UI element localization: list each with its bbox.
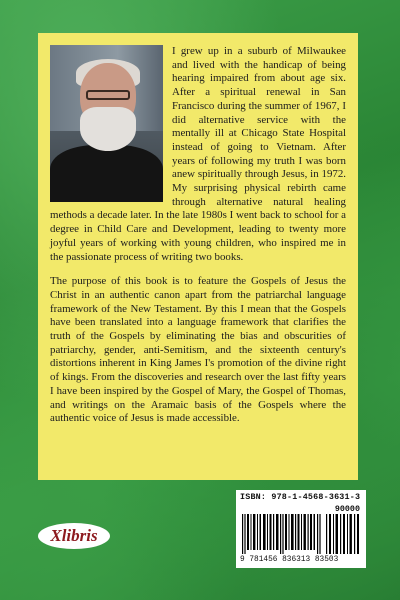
- barcode-bars-icon: [242, 514, 322, 554]
- price-code: 90000: [334, 504, 360, 514]
- barcode-number: 9 781456 836313 83503: [240, 556, 339, 564]
- isbn-label: ISBN: 978-1-4568-3631-3: [240, 492, 361, 502]
- author-bio: I grew up in a suburb of Milwaukee and lived with the handicap of being hearing impaired from about age six. After a spiritual renewal in San Francisco during the summer of 1967, I did alternative service with the mentally ill at Chicago State Hospital instead of going to Vietnam. After years of following my truth I was born anew spiritually through Jesus, in 1972. My surprising physical rebirth came through alternative natural healing methods a decade later. In the late 1980s I went back to school for a degree in Child Care and Development, leading to twenty more joyful years of working with young children, who inspired me in the passionate process of writing two books.: [50, 45, 346, 263]
- barcode-block: [236, 490, 366, 568]
- publisher-logo: Xlibris: [38, 523, 110, 549]
- price-bars-icon: [326, 514, 362, 554]
- text-panel: [38, 33, 358, 480]
- book-purpose: The purpose of this book is to feature the Gospels of Jesus the Christ in an authentic canon apart from the patriarchal language framework of the New Testament. By this I mean that the Gospels have been translated into a language framework that clarifies the truth of the Gospels by eliminating the bias and obscurities of patriarchy, gender, anti-Semitism, and the sixteenth century's distortions inherent in King James I's promotion of the divine right of kings. From the discoveries and research over the last fifty years I have been inspired by the Gospel of Mary, the Gospel of Thomas, and writings on the Aramaic basis of the Gospels where the authentic voice of Jesus is made accessible.: [50, 275, 346, 425]
- author-photo: [50, 45, 163, 202]
